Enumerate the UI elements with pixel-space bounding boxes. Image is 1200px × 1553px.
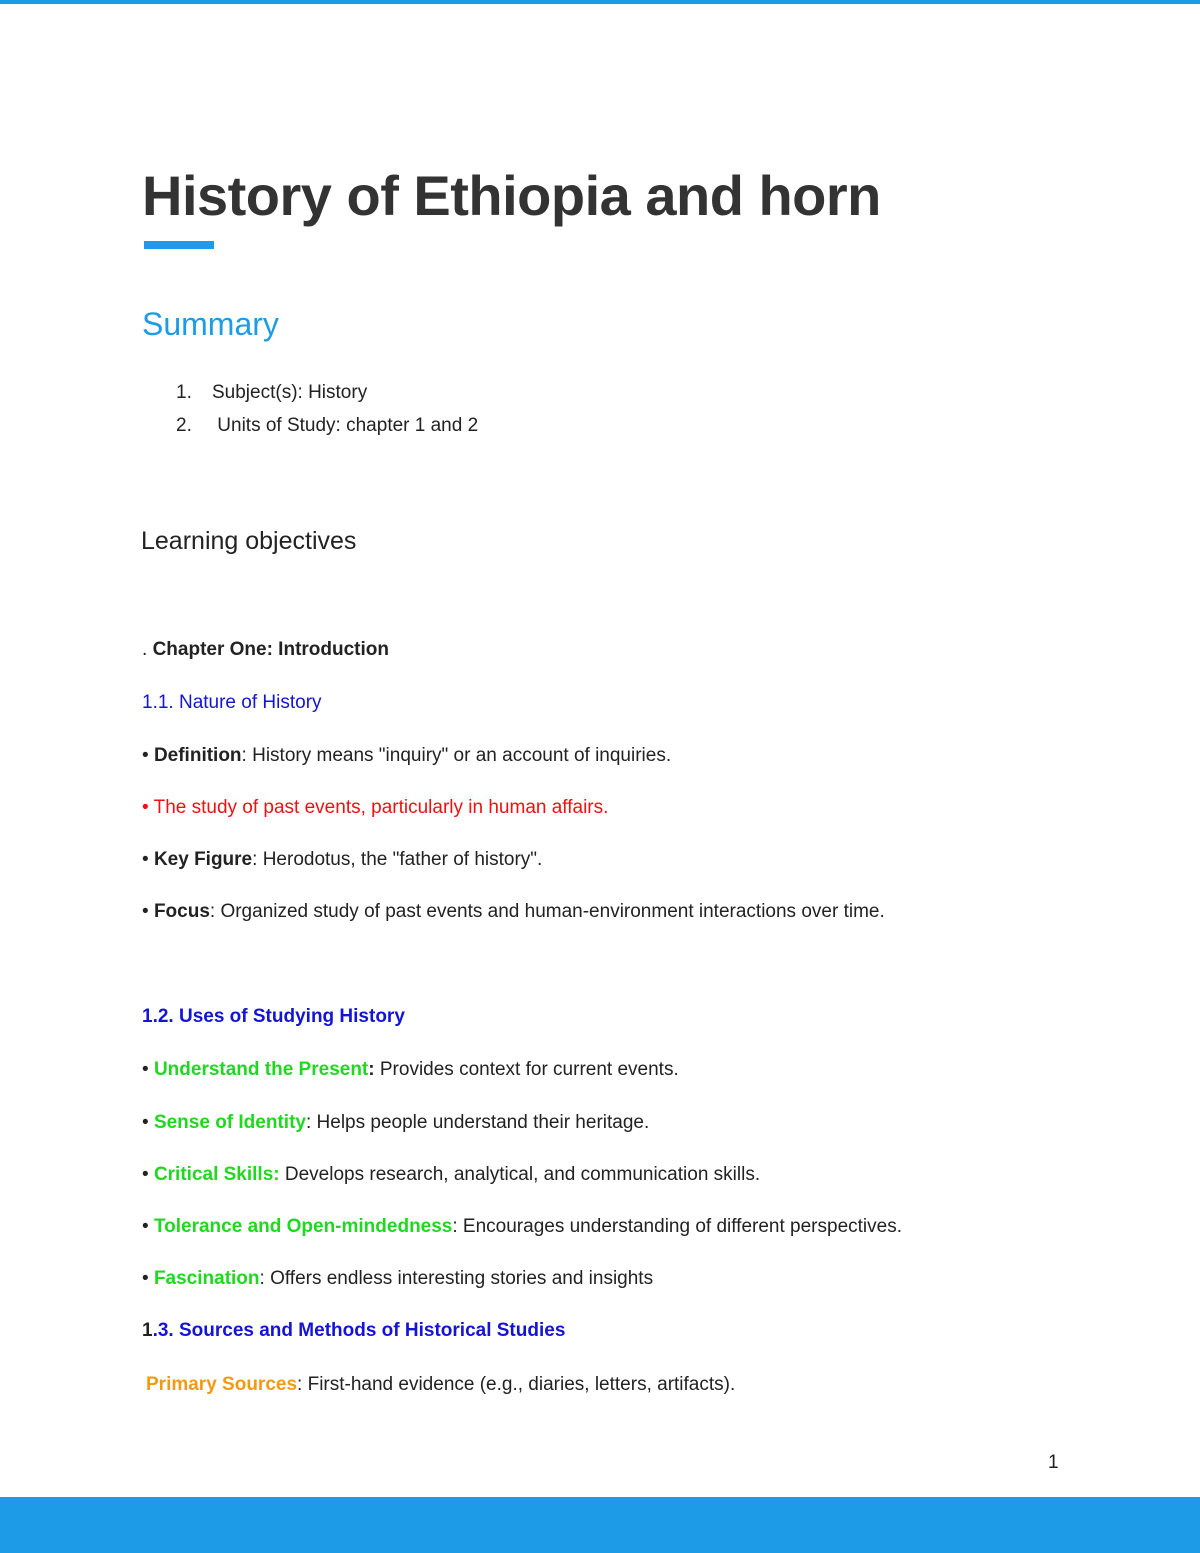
bottom-accent-bar <box>0 1497 1200 1553</box>
bullet: • <box>142 797 149 818</box>
summary-heading: Summary <box>142 306 279 342</box>
bullet: • <box>142 849 149 870</box>
summary-item-text: Subject(s): History <box>212 382 368 403</box>
use-item: • Fascination: Offers endless interesting stories and insights <box>142 1268 654 1289</box>
section-heading-1-2: 1.2. Uses of Studying History <box>142 1006 405 1027</box>
use-item: • Critical Skills: Develops research, analytical, and communication skills. <box>142 1164 761 1185</box>
use-item: • Tolerance and Open-mindedness: Encourages understanding of different perspectives. <box>142 1216 902 1237</box>
summary-list <box>176 376 478 442</box>
page-number: 1 <box>1048 1452 1059 1473</box>
bullet: • <box>142 1268 149 1289</box>
focus-line: • Focus: Organized study of past events and human-environment interactions over time. <box>142 901 885 922</box>
summary-item: 1. Subject(s): History <box>176 382 368 403</box>
use-item: • Understand the Present: Provides context for current events. <box>142 1059 679 1080</box>
key-figure-line: • Key Figure: Herodotus, the "father of history". <box>142 849 543 870</box>
summary-item-text: Units of Study: chapter 1 and 2 <box>212 415 479 436</box>
section-heading-1-1: 1.1. Nature of History <box>142 692 322 713</box>
page-title: History of Ethiopia and horn <box>142 164 881 227</box>
bullet: • <box>142 1216 149 1237</box>
learning-objectives-heading: Learning objectives <box>141 527 357 555</box>
summary-item: 2. Units of Study: chapter 1 and 2 <box>176 415 479 436</box>
bullet: • <box>142 1059 149 1080</box>
top-accent-bar <box>0 0 1200 4</box>
bullet: • <box>142 901 149 922</box>
bullet: • <box>142 1164 149 1185</box>
primary-sources-line: Primary Sources: First-hand evidence (e.g., diaries, letters, artifacts). <box>146 1374 736 1395</box>
definition-line: • Definition: History means "inquiry" or an account of inquiries. <box>142 745 672 766</box>
bullet: • <box>142 1112 149 1133</box>
study-line: • The study of past events, particularly in human affairs. <box>142 797 609 818</box>
use-item: • Sense of Identity: Helps people understand their heritage. <box>142 1112 650 1133</box>
title-underline <box>144 241 214 249</box>
chapter-heading: . Chapter One: Introduction <box>142 639 389 660</box>
section-heading-1-3: 1.3. Sources and Methods of Historical Studies <box>142 1320 566 1341</box>
bullet: • <box>142 745 149 766</box>
